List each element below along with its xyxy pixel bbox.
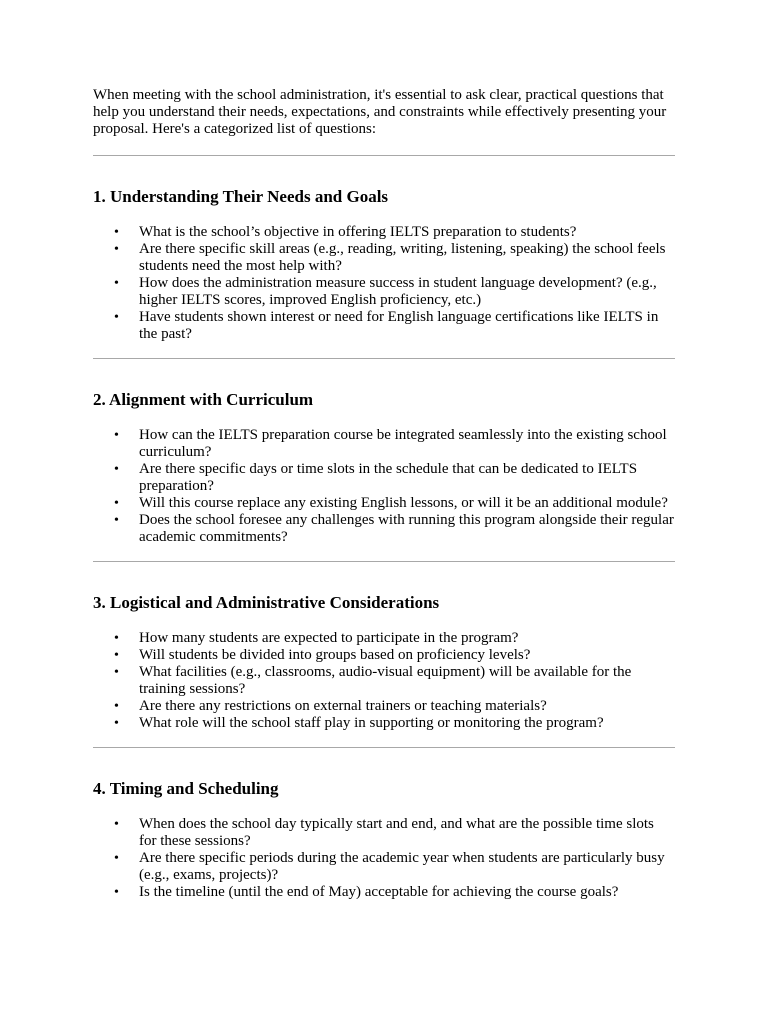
list-item: • Will this course replace any existing English lessons, or will it be an additional module? bbox=[139, 495, 675, 512]
question-list bbox=[93, 630, 675, 732]
list-item: • Are there specific days or time slots in the schedule that can be dedicated to IELTS preparation? bbox=[139, 461, 675, 495]
list-item: • What is the school’s objective in offering IELTS preparation to students? bbox=[139, 224, 675, 241]
section-heading: 2. Alignment with Curriculum bbox=[93, 390, 314, 409]
divider bbox=[93, 358, 675, 359]
list-item: • Are there specific skill areas (e.g., reading, writing, listening, speaking) the school feels students need the most help with? bbox=[139, 241, 675, 275]
question-list bbox=[93, 224, 675, 343]
list-item: • How many students are expected to participate in the program? bbox=[139, 630, 675, 647]
divider bbox=[93, 155, 675, 156]
list-item: • Are there any restrictions on external trainers or teaching materials? bbox=[139, 698, 675, 715]
list-item: • Does the school foresee any challenges with running this program alongside their regular academic commitments? bbox=[139, 512, 675, 546]
section-curriculum bbox=[93, 390, 675, 562]
section-timing bbox=[93, 779, 675, 901]
list-item: • Will students be divided into groups based on proficiency levels? bbox=[139, 647, 675, 664]
section-heading: 1. Understanding Their Needs and Goals bbox=[93, 187, 389, 206]
list-item: • How does the administration measure success in student language development? (e.g., higher IELTS scores, improved English proficiency, etc.) bbox=[139, 275, 675, 309]
section-needs-goals bbox=[93, 187, 675, 359]
section-heading: 3. Logistical and Administrative Considerations bbox=[93, 593, 440, 612]
list-item: • Are there specific periods during the academic year when students are particularly busy (e.g., exams, projects)? bbox=[139, 850, 675, 884]
divider bbox=[93, 747, 675, 748]
section-logistics bbox=[93, 593, 675, 748]
section-heading: 4. Timing and Scheduling bbox=[93, 779, 279, 798]
intro-paragraph: When meeting with the school administration, it's essential to ask clear, practical questions that help you understand their needs, expectations, and constraints while effectively presenting your proposal. Here's a categorized list of questions: bbox=[93, 87, 667, 137]
list-item: • How can the IELTS preparation course be integrated seamlessly into the existing school curriculum? bbox=[139, 427, 675, 461]
question-list bbox=[93, 816, 675, 901]
list-item: • Is the timeline (until the end of May) acceptable for achieving the course goals? bbox=[139, 884, 675, 901]
divider bbox=[93, 561, 675, 562]
question-list bbox=[93, 427, 675, 546]
list-item: • What facilities (e.g., classrooms, audio-visual equipment) will be available for the training sessions? bbox=[139, 664, 675, 698]
list-item: • What role will the school staff play in supporting or monitoring the program? bbox=[139, 715, 675, 732]
list-item: • When does the school day typically start and end, and what are the possible time slots for these sessions? bbox=[139, 816, 675, 850]
list-item: • Have students shown interest or need for English language certifications like IELTS in the past? bbox=[139, 309, 675, 343]
